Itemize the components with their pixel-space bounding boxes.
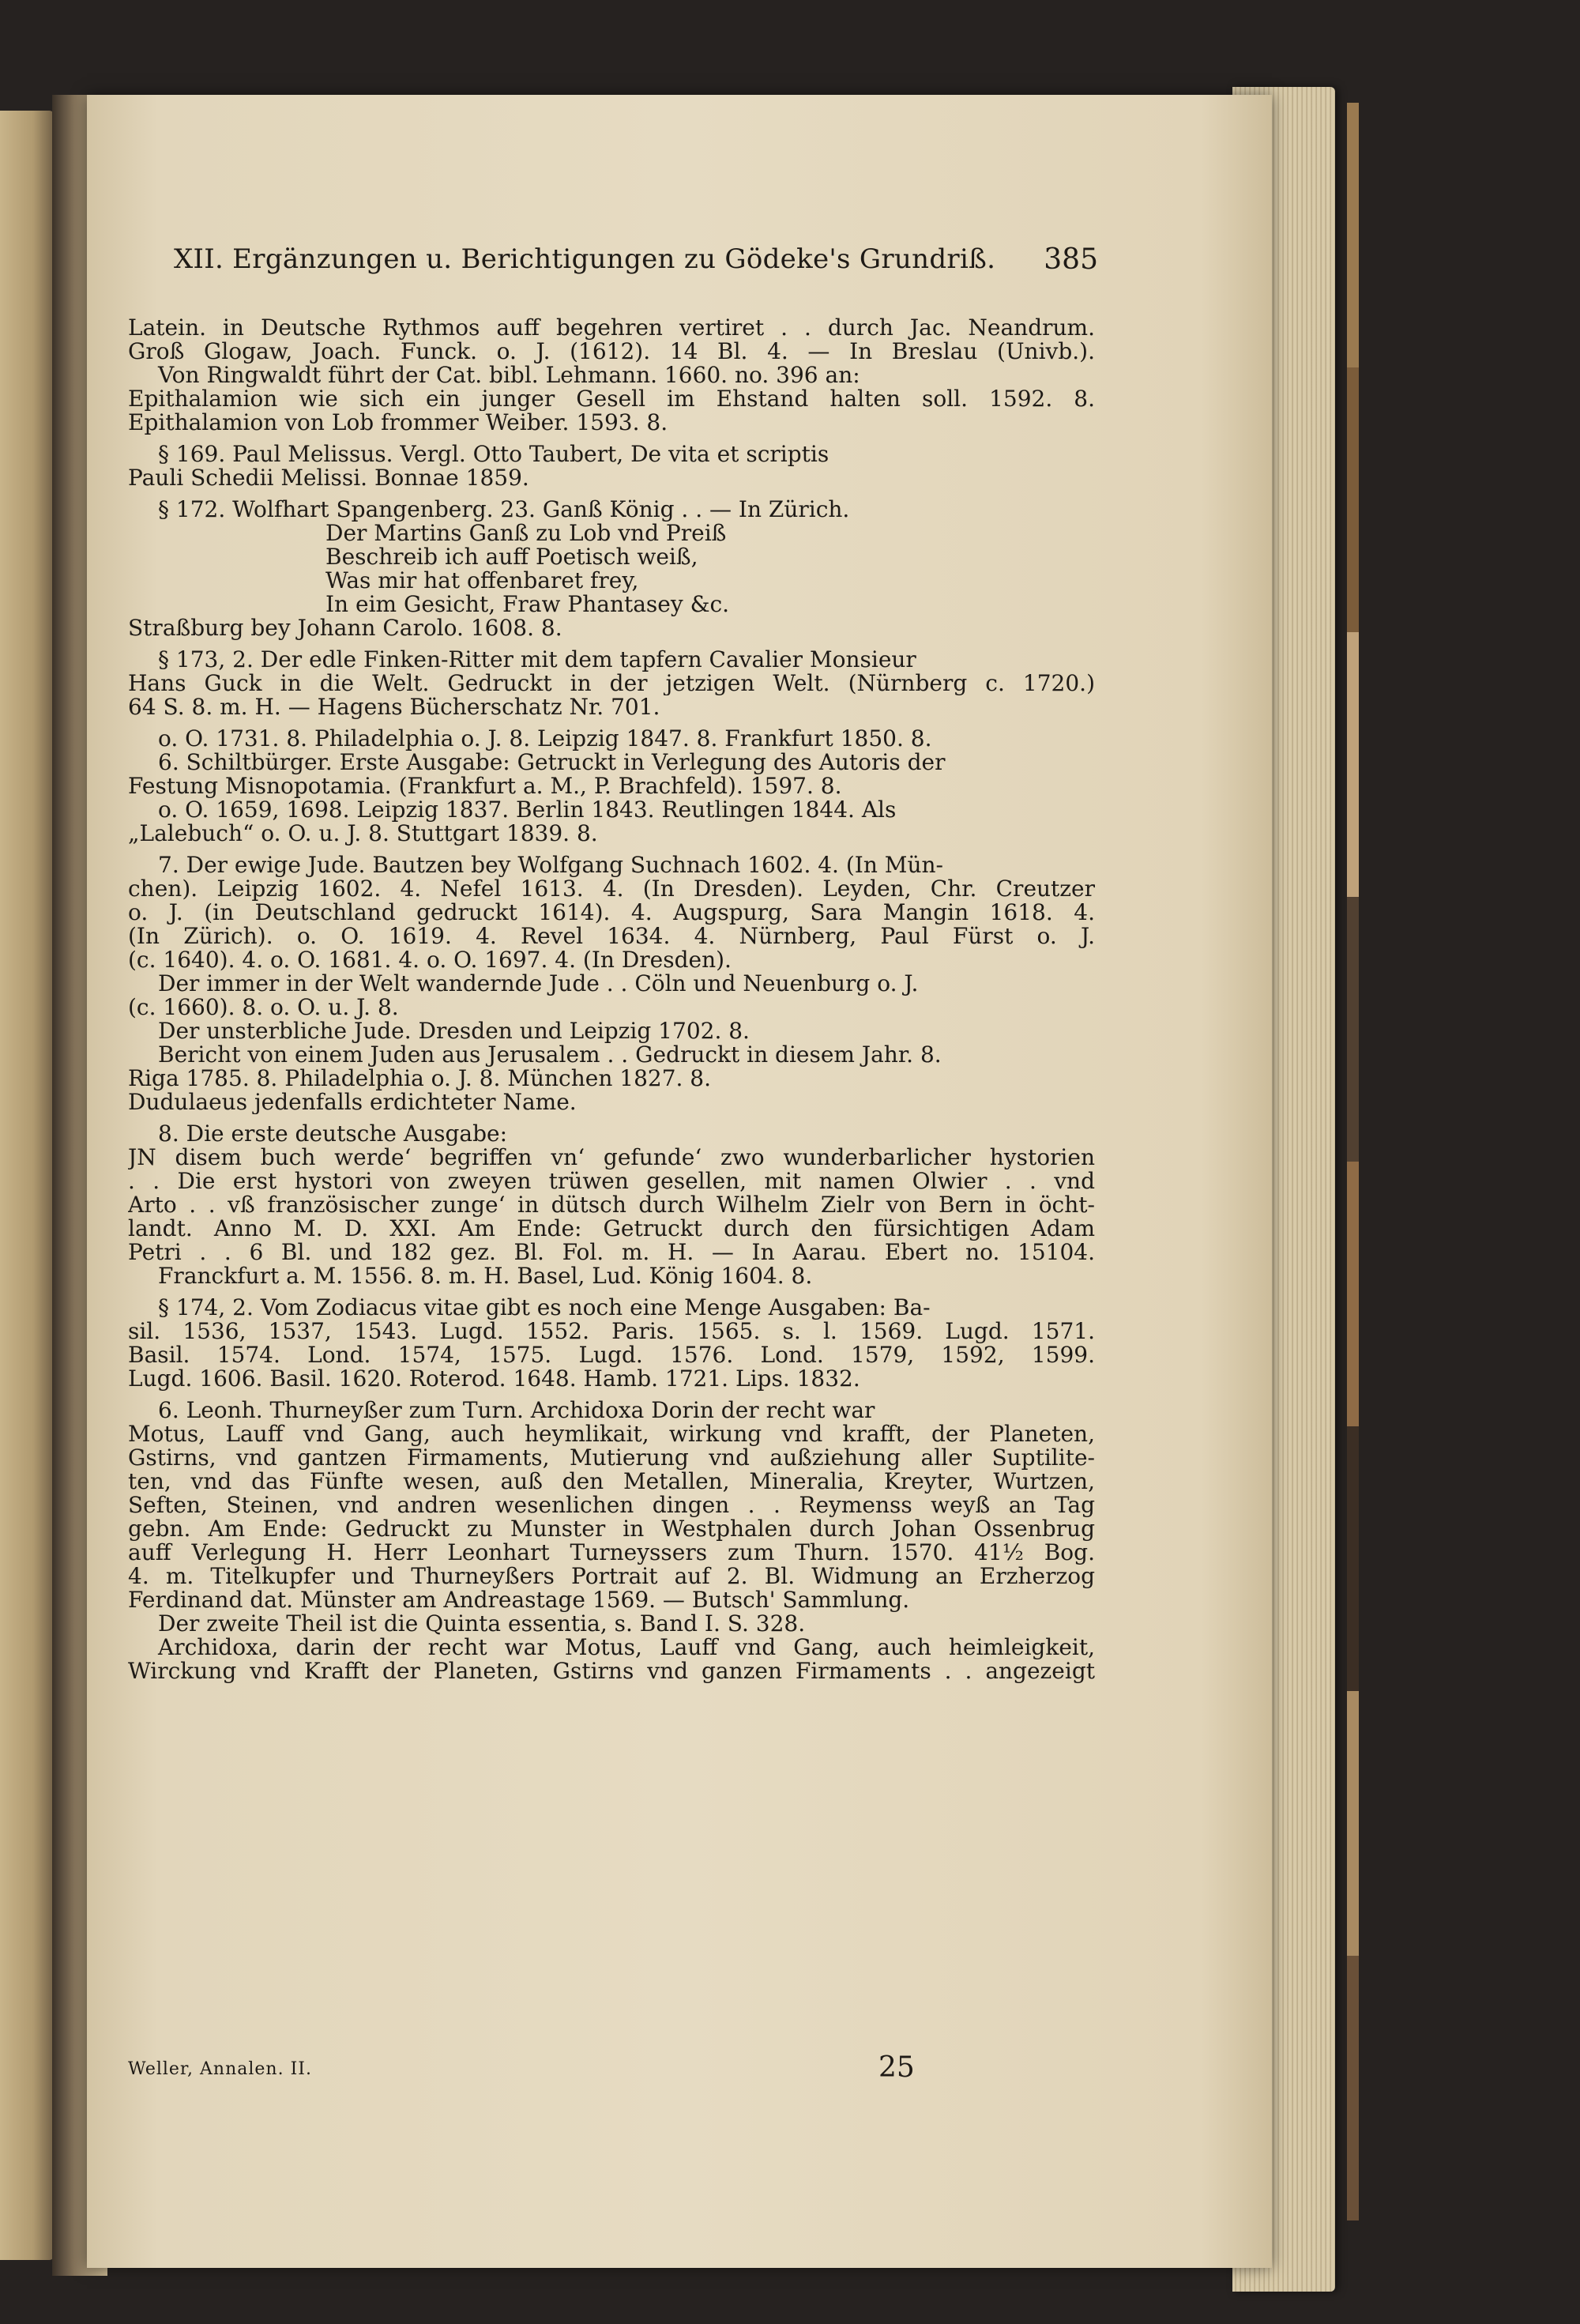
sheet-number: 25 — [878, 2051, 915, 2084]
text-line: Gstirns, vnd gantzen Firmaments, Mutierung vnd außziehung aller Suptilite- — [128, 1446, 1095, 1470]
text-line: Bericht von einem Juden aus Jerusalem . . Gedruckt in diesem Jahr. 8. — [158, 1043, 942, 1067]
text-line: Epithalamion von Lob frommer Weiber. 1593. 8. — [128, 411, 668, 435]
text-line: . . Die erst hystori von zweyen trüwen gesellen, mit namen Olwier . . vnd — [128, 1170, 1095, 1193]
text-line: Der immer in der Welt wandernde Jude . . Cöln und Neuenburg o. J. — [158, 972, 919, 996]
text-line: „Lalebuch“ o. O. u. J. 8. Stuttgart 1839. 8. — [128, 822, 598, 846]
text-line: § 174, 2. Vom Zodiacus vitae gibt es noch eine Menge Ausgaben: Ba- — [158, 1296, 931, 1320]
text-line: Franckfurt a. M. 1556. 8. m. H. Basel, Lud. König 1604. 8. — [158, 1264, 813, 1288]
running-head — [174, 243, 1098, 283]
text-line: Straßburg bey Johann Carolo. 1608. 8. — [128, 616, 562, 640]
text-line: 8. Die erste deutsche Ausgabe: — [158, 1122, 508, 1146]
text-line: Der Martins Ganß zu Lob vnd Preiß — [325, 522, 727, 545]
text-line: § 169. Paul Melissus. Vergl. Otto Taubert, De vita et scriptis — [158, 443, 830, 466]
text-line: JN disem buch werde‘ begriffen vn‘ gefunde‘ zwo wunderbarlicher hystorien — [128, 1146, 1095, 1170]
text-line: Latein. in Deutsche Rythmos auff begehren vertiret . . durch Jac. Neandrum. — [128, 316, 1095, 340]
color-calibration-strip — [1347, 103, 1359, 2220]
text-line: o. J. (in Deutschland gedruckt 1614). 4. Augspurg, Sara Mangin 1618. 4. — [128, 901, 1095, 925]
text-line: Wirckung vnd Krafft der Planeten, Gstirns vnd ganzen Firmaments . . angezeigt — [128, 1659, 1095, 1683]
text-line: (c. 1640). 4. o. O. 1681. 4. o. O. 1697. 4. (In Dresden). — [128, 948, 732, 972]
text-line: Festung Misnopotamia. (Frankfurt a. M., P. Brachfeld). 1597. 8. — [128, 774, 842, 798]
text-line: Pauli Schedii Melissi. Bonnae 1859. — [128, 466, 529, 490]
text-line: Hans Guck in die Welt. Gedruckt in der jetzigen Welt. (Nürnberg c. 1720.) — [128, 672, 1095, 695]
text-line: § 173, 2. Der edle Finken-Ritter mit dem tapfern Cavalier Monsieur — [158, 648, 916, 672]
text-line: 4. m. Titelkupfer und Thurneyßers Portrait auf 2. Bl. Widmung an Erzherzog — [128, 1565, 1095, 1588]
text-line: 64 S. 8. m. H. — Hagens Bücherschatz Nr. 701. — [128, 695, 660, 719]
running-head-title: XII. Ergänzungen u. Berichtigungen zu Gödeke's Grundriß. — [174, 243, 996, 275]
text-line: Basil. 1574. Lond. 1574, 1575. Lugd. 1576. Lond. 1579, 1592, 1599. — [128, 1343, 1095, 1367]
text-line: Dudulaeus jedenfalls erdichteter Name. — [128, 1090, 577, 1114]
text-line: o. O. 1659, 1698. Leipzig 1837. Berlin 1843. Reutlingen 1844. Als — [158, 798, 897, 822]
text-line: sil. 1536, 1537, 1543. Lugd. 1552. Paris. 1565. s. l. 1569. Lugd. 1571. — [128, 1320, 1095, 1343]
text-line: Beschreib ich auff Poetisch weiß, — [325, 545, 698, 569]
text-line: (In Zürich). o. O. 1619. 4. Revel 1634. 4. Nürnberg, Paul Fürst o. J. — [128, 925, 1095, 948]
text-line: Arto . . vß französischer zunge‘ in dütsch durch Wilhelm Zielr von Bern in öcht- — [128, 1193, 1095, 1217]
text-line: Was mir hat offenbaret frey, — [325, 569, 639, 593]
text-line: In eim Gesicht, Fraw Phantasey &c. — [325, 593, 730, 616]
text-line: Archidoxa, darin der recht war Motus, Lauff vnd Gang, auch heimleigkeit, — [158, 1636, 1095, 1659]
text-line: o. O. 1731. 8. Philadelphia o. J. 8. Leipzig 1847. 8. Frankfurt 1850. 8. — [158, 727, 932, 751]
body-text — [128, 316, 1095, 1683]
text-line: 6. Leonh. Thurneyßer zum Turn. Archidoxa Dorin der recht war — [158, 1399, 875, 1422]
text-line: gebn. Am Ende: Gedruckt zu Munster in Westphalen durch Johan Ossenbrug — [128, 1517, 1095, 1541]
text-line: Der zweite Theil ist die Quinta essentia, s. Band I. S. 328. — [158, 1612, 806, 1636]
signature-line: Weller, Annalen. II. — [128, 2059, 312, 2079]
text-line: Von Ringwaldt führt der Cat. bibl. Lehmann. 1660. no. 396 an: — [158, 363, 860, 387]
text-line: (c. 1660). 8. o. O. u. J. 8. — [128, 996, 399, 1019]
text-line: Epithalamion wie sich ein junger Gesell im Ehstand halten soll. 1592. 8. — [128, 387, 1095, 411]
text-line: Petri . . 6 Bl. und 182 gez. Bl. Fol. m. H. — In Aarau. Ebert no. 15104. — [128, 1241, 1095, 1264]
text-line: Der unsterbliche Jude. Dresden und Leipzig 1702. 8. — [158, 1019, 750, 1043]
text-line: § 172. Wolfhart Spangenberg. 23. Ganß König . . — In Zürich. — [158, 498, 850, 522]
text-line: chen). Leipzig 1602. 4. Nefel 1613. 4. (In Dresden). Leyden, Chr. Creutzer — [128, 877, 1095, 901]
page-footer — [128, 2051, 1095, 2091]
text-line: landt. Anno M. D. XXI. Am Ende: Getruckt durch den fürsichtigen Adam — [128, 1217, 1095, 1241]
text-line: Ferdinand dat. Münster am Andreastage 1569. — Butsch' Sammlung. — [128, 1588, 910, 1612]
text-line: Groß Glogaw, Joach. Funck. o. J. (1612). 14 Bl. 4. — In Breslau (Univb.). — [128, 340, 1095, 363]
text-line: auff Verlegung H. Herr Leonhart Turneyssers zum Thurn. 1570. 41½ Bog. — [128, 1541, 1095, 1565]
text-line: Riga 1785. 8. Philadelphia o. J. 8. München 1827. 8. — [128, 1067, 712, 1090]
text-line: ten, vnd das Fünfte wesen, auß den Metallen, Mineralia, Kreyter, Wurtzen, — [128, 1470, 1095, 1493]
text-line: Motus, Lauff vnd Gang, auch heymlikait, wirkung vnd krafft, der Planeten, — [128, 1422, 1095, 1446]
page-number: 385 — [1044, 243, 1098, 276]
facing-page-edge — [0, 111, 55, 2260]
text-line: 6. Schiltbürger. Erste Ausgabe: Getruckt in Verlegung des Autoris der — [158, 751, 946, 774]
text-line: Seften, Steinen, vnd andren wesenlichen dingen . . Reymenss weyß an Tag — [128, 1493, 1095, 1517]
text-line: Lugd. 1606. Basil. 1620. Roterod. 1648. Hamb. 1721. Lips. 1832. — [128, 1367, 860, 1391]
text-line: 7. Der ewige Jude. Bautzen bey Wolfgang Suchnach 1602. 4. (In Mün- — [158, 853, 943, 877]
